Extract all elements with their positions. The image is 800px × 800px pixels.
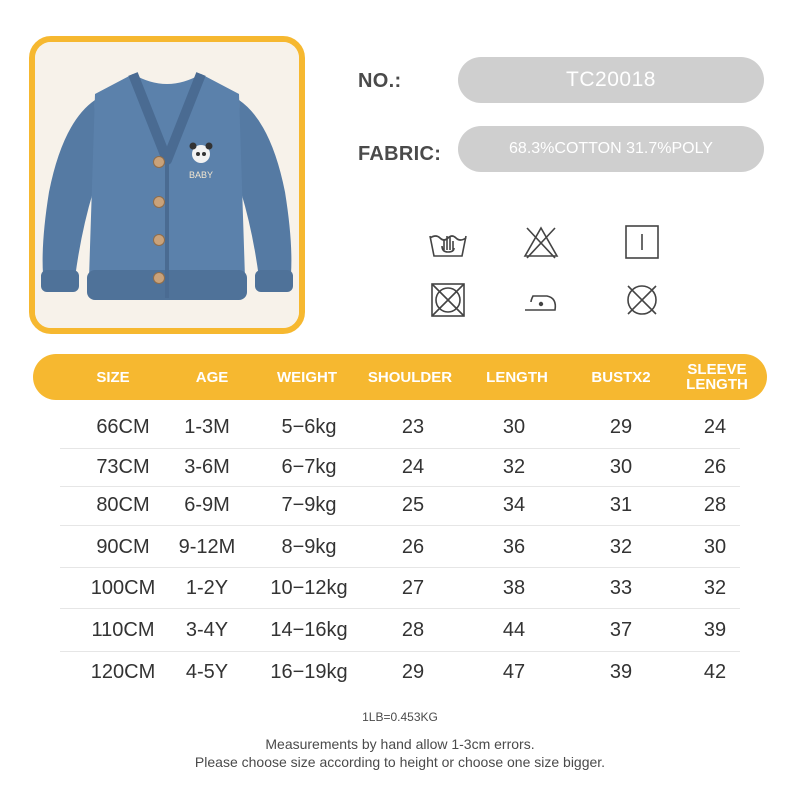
cell-shoulder: 29 [401, 660, 425, 683]
table-row [33, 488, 767, 522]
cell-age: 1-3M [184, 415, 230, 438]
cell-bust: 29 [609, 415, 633, 438]
unit-conversion-note: 1LB=0.453KG [362, 710, 438, 724]
no-label: NO.: [358, 70, 402, 92]
row-divider [60, 525, 740, 526]
cell-shoulder: 28 [401, 618, 425, 641]
header-shoulder: SHOULDER [367, 368, 453, 386]
table-row [33, 655, 767, 689]
size-table-header [33, 354, 767, 400]
cell-bust: 30 [609, 455, 633, 478]
table-row [33, 450, 767, 484]
cell-shoulder: 24 [401, 455, 425, 478]
cell-length: 30 [502, 415, 526, 438]
row-divider [60, 486, 740, 487]
cell-shoulder: 23 [401, 415, 425, 438]
row-divider [60, 651, 740, 652]
header-bust: BUSTX2 [591, 368, 651, 386]
header-age: AGE [195, 368, 229, 386]
cell-size: 80CM [96, 493, 150, 516]
no-value: TC20018 [458, 57, 764, 103]
line-dry-icon [622, 222, 662, 262]
header-weight: WEIGHT [277, 368, 337, 386]
cell-bust: 32 [609, 535, 633, 558]
fabric-label: FABRIC: [358, 143, 442, 165]
cell-age: 9-12M [178, 535, 236, 558]
cell-age: 3-4Y [185, 618, 229, 641]
cell-weight: 6−7kg [281, 455, 337, 478]
measurement-note: Measurements by hand allow 1-3cm errors. [265, 736, 535, 752]
do-not-bleach-icon [521, 222, 561, 262]
row-divider [60, 608, 740, 609]
cell-length: 38 [502, 576, 526, 599]
fabric-value: 68.3%COTTON 31.7%POLY [458, 126, 764, 172]
cell-length: 47 [502, 660, 526, 683]
cell-sleeve: 26 [703, 455, 727, 478]
cell-length: 36 [502, 535, 526, 558]
cell-size: 100CM [90, 576, 156, 599]
cell-weight: 7−9kg [281, 493, 337, 516]
cardigan-illustration [35, 42, 299, 328]
cell-size: 73CM [96, 455, 150, 478]
do-not-dry-clean-icon [622, 280, 662, 320]
cell-sleeve: 28 [703, 493, 727, 516]
cell-shoulder: 27 [401, 576, 425, 599]
cell-length: 44 [502, 618, 526, 641]
table-row [33, 530, 767, 564]
cell-length: 34 [502, 493, 526, 516]
row-divider [60, 567, 740, 568]
cell-shoulder: 26 [401, 535, 425, 558]
cell-bust: 39 [609, 660, 633, 683]
cell-bust: 37 [609, 618, 633, 641]
table-row [33, 613, 767, 647]
cell-size: 90CM [96, 535, 150, 558]
cell-sleeve: 42 [703, 660, 727, 683]
cell-size: 120CM [90, 660, 156, 683]
cell-length: 32 [502, 455, 526, 478]
header-size: SIZE [96, 368, 130, 386]
cell-bust: 33 [609, 576, 633, 599]
header-sleeve-length [677, 354, 757, 400]
cell-sleeve: 39 [703, 618, 727, 641]
embroidery-text: BABY [188, 170, 214, 180]
cell-weight: 10−12kg [270, 576, 348, 599]
cell-age: 3-6M [184, 455, 230, 478]
cell-weight: 5−6kg [281, 415, 337, 438]
table-row [33, 410, 767, 444]
cell-age: 4-5Y [185, 660, 229, 683]
cell-weight: 16−19kg [270, 660, 348, 683]
cell-age: 6-9M [184, 493, 230, 516]
cell-shoulder: 25 [401, 493, 425, 516]
table-row [33, 571, 767, 605]
cell-bust: 31 [609, 493, 633, 516]
size-advice-note: Please choose size according to height or choose one size bigger. [194, 754, 606, 770]
hand-wash-icon [428, 222, 468, 262]
product-image [29, 36, 305, 334]
header-length: LENGTH [486, 368, 548, 386]
cell-sleeve: 30 [703, 535, 727, 558]
cell-age: 1-2Y [185, 576, 229, 599]
cell-weight: 14−16kg [270, 618, 348, 641]
cell-size: 66CM [96, 415, 150, 438]
cell-sleeve: 24 [703, 415, 727, 438]
header-sleeve-length-word: LENGTH [686, 376, 748, 393]
do-not-tumble-dry-icon [428, 280, 468, 320]
row-divider [60, 448, 740, 449]
header-sleeve-word: SLEEVE [687, 361, 747, 378]
cell-weight: 8−9kg [281, 535, 337, 558]
cell-size: 110CM [91, 618, 155, 641]
cell-sleeve: 32 [703, 576, 727, 599]
iron-low-icon [521, 280, 561, 320]
